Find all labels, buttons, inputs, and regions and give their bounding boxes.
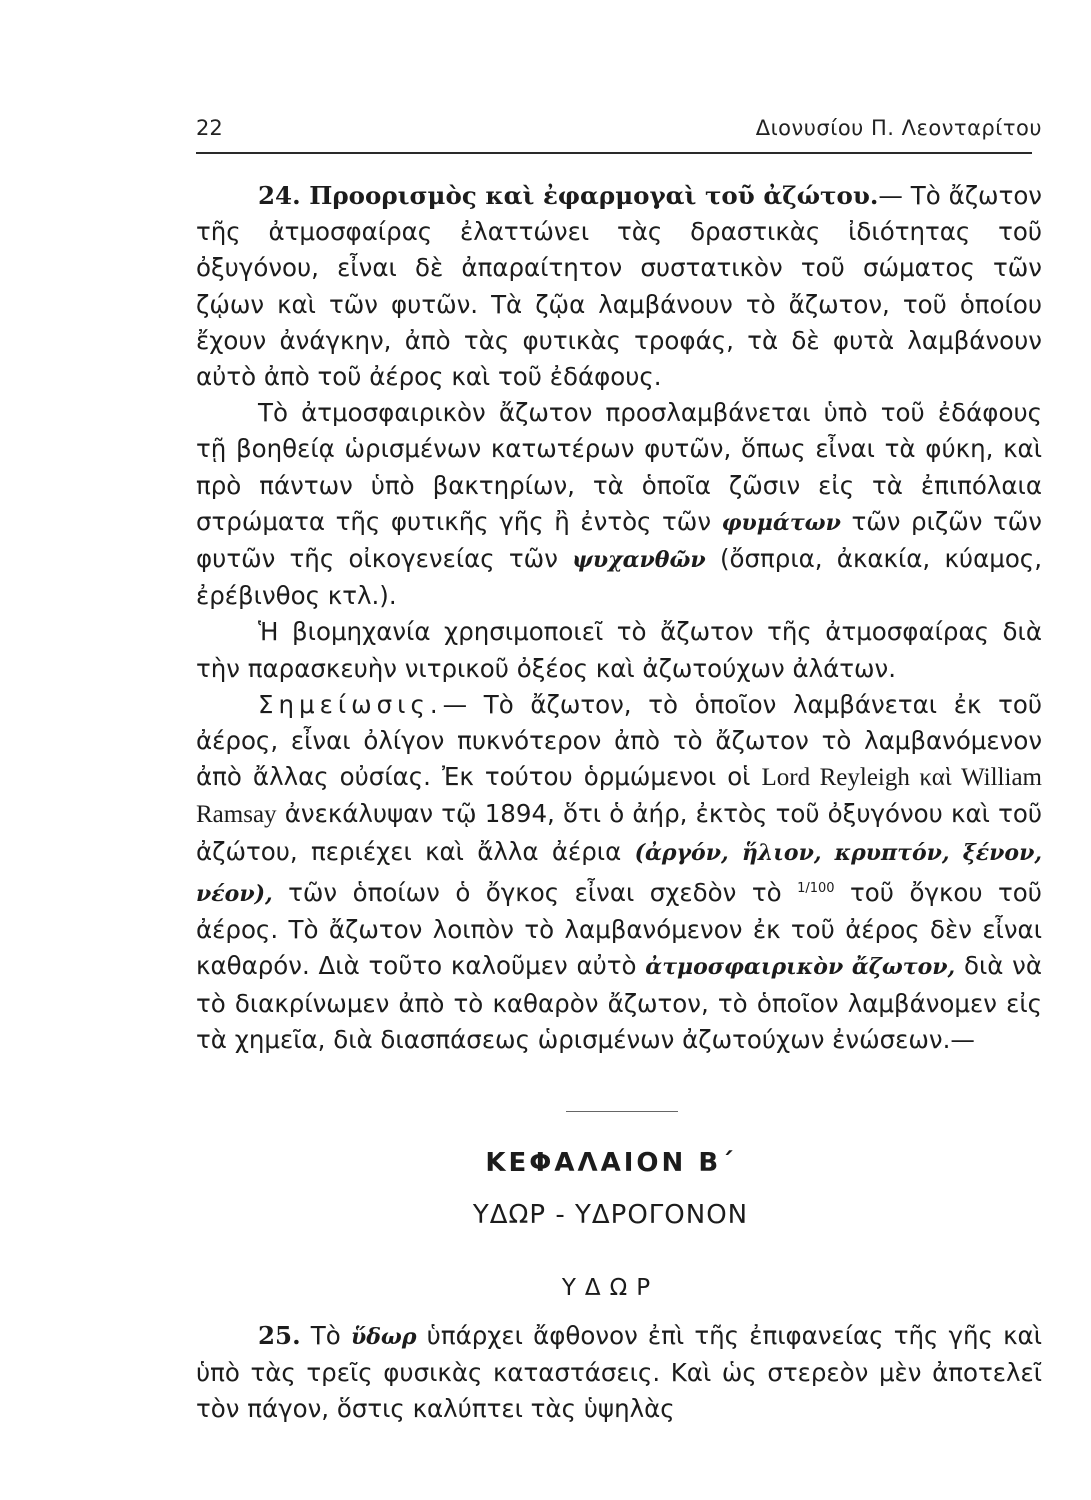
paragraph-text: τῶν ριζῶν τῶν φυτῶν τῆς οἰκογενείας τῶν [196,506,1042,574]
paragraph-text: ἀνεκάλυψαν τῷ 1894, ὅτι ὁ ἀήρ, ἐκτὸς τοῦ ὀξυγόνου καὶ τοῦ ἀζώτου, περιέχει καὶ ἄλλα ἀέρια [196,799,1042,866]
header-rule [196,152,1032,154]
emphasis-term: ὕδωρ [350,1324,417,1350]
paragraph-text: (ὄσπρια, ἀκακία, κύαμος, ἐρέβινθος κτλ.). [196,544,1042,611]
note-label: Σημείωσις. [258,689,443,719]
emphasis-term: ἀτμοσφαιρικὸν ἄζωτον, [645,954,956,981]
section-25 [196,1318,1042,1428]
emphasis-term: ψυχανθῶν [572,547,706,574]
paragraph-text: — Τὸ ἄζωτον τῆς ἀτμοσφαίρας ἐλαττώνει τὰς δραστικὰς ἰδιότητας τοῦ ὀξυγόνου, εἶναι δὲ ἀπαραίτητον συστατικὸν τοῦ σώματος τῶν ζῴων καὶ τῶν φυτῶν. Τὰ ζῷα λαμβάνουν τὸ ἄζωτον, τοῦ ὁποίου ἔχουν ἀνάγκην, ἀπὸ τὰς φυτικὰς τροφάς, τὰ δὲ φυτὰ λαμβάνουν αὐτὸ ἀπὸ τοῦ ἀέρος καὶ τοῦ ἐδάφους. [196,181,1042,392]
emphasis-term: φυμάτων [721,509,841,536]
section-25-number: 25. [258,1321,301,1350]
paragraph-text: — Τὸ ἄζωτον, τὸ ὁποῖον λαμβάνεται ἐκ τοῦ ἀέρος, εἶναι ὀλίγον πυκνότερον ἀπὸ τὸ ἄζωτον τὸ λαμβανόμενον ἀπὸ ἄλλας οὐσίας. Ἐκ τούτου ὁρμώμενοι οἱ [196,689,1042,792]
paragraph-text: τοῦ ὄγκου τοῦ ἀέρος. Τὸ ἄζωτον λοιπὸν τὸ λαμβανόμενον ἐκ τοῦ ἀέρος δὲν εἶναι καθαρόν. Διὰ τοῦτο καλοῦμεν αὐτὸ [196,878,1042,981]
paragraph-24-2 [196,395,1042,614]
page-header [196,116,1042,148]
fraction: 1/100 [797,880,835,896]
section-heading: ΥΔΩΡ [561,1275,660,1301]
page-number: 22 [196,116,223,140]
running-head: Διονυσίου Π. Λεονταρίτου [755,116,1042,140]
paragraph-text: τῶν ὁποίων ὁ ὄγκος εἶναι σχεδὸν τὸ [288,878,782,908]
chapter-subtitle: ΥΔΩΡ - ΥΔΡΟΓΟΝΟΝ [472,1200,749,1230]
paragraph-text: διὰ νὰ τὸ διακρίνωμεν ἀπὸ τὸ καθαρὸν ἄζωτον, τὸ ὁποῖον λαμβάνομεν εἰς τὰ χημεῖα, διὰ διασπάσεως ὡρισμένων ἀζωτούχων ἐνώσεων.— [196,951,1042,1054]
paragraph-24-3 [196,614,1042,686]
paragraph-text: Τὸ [310,1321,341,1350]
chapter-heading: ΚΕΦΑΛΑΙΟΝ Β΄ [485,1148,736,1178]
paragraph-24-1 [196,178,1042,395]
paragraph-25-1 [196,1318,1042,1428]
section-divider [566,1111,678,1112]
section-24-title: 24. Προορισμὸς καὶ ἐφαρμογαὶ τοῦ ἀζώτου. [258,181,879,210]
paragraph-text: Τὸ ἀτμοσφαιρικὸν ἄζωτον προσλαμβάνεται ὑπὸ τοῦ ἐδάφους τῇ βοηθείᾳ ὡρισμένων κατωτέρων φυτῶν, ὅπως εἶναι τὰ φύκη, καὶ πρὸ πάντων ὑπὸ βακτηρίων, τὰ ὁποῖα ζῶσιν εἰς τὰ ἐπιπόλαια στρώματα τῆς φυτικῆς γῆς ἢ ἐντὸς τῶν [196,398,1042,536]
paragraph-24-note [196,687,1042,1058]
latin-names: Lord Reyleigh καὶ William Ramsay [196,764,1042,829]
emphasis-term: (ἀργόν, ἥλιον, κρυπτόν, ξένον, νέον), [196,839,1042,908]
paragraph-text: ὑπάρχει ἄφθονον ἐπὶ τῆς ἐπιφανείας τῆς γῆς καὶ ὑπὸ τὰς τρεῖς φυσικὰς καταστάσεις. Καὶ ὡς στερεὸν μὲν ἀποτελεῖ τὸν πάγον, ὅστις καλύπτει τὰς ὑψηλὰς [196,1321,1042,1424]
paragraph-text: Ἡ βιομηχανία χρησιμοποιεῖ τὸ ἄζωτον τῆς ἀτμοσφαίρας διὰ τὴν παρασκευὴν νιτρικοῦ ὀξέος καὶ ἀζωτούχων ἀλάτων. [196,617,1042,683]
section-24 [196,178,1042,1058]
